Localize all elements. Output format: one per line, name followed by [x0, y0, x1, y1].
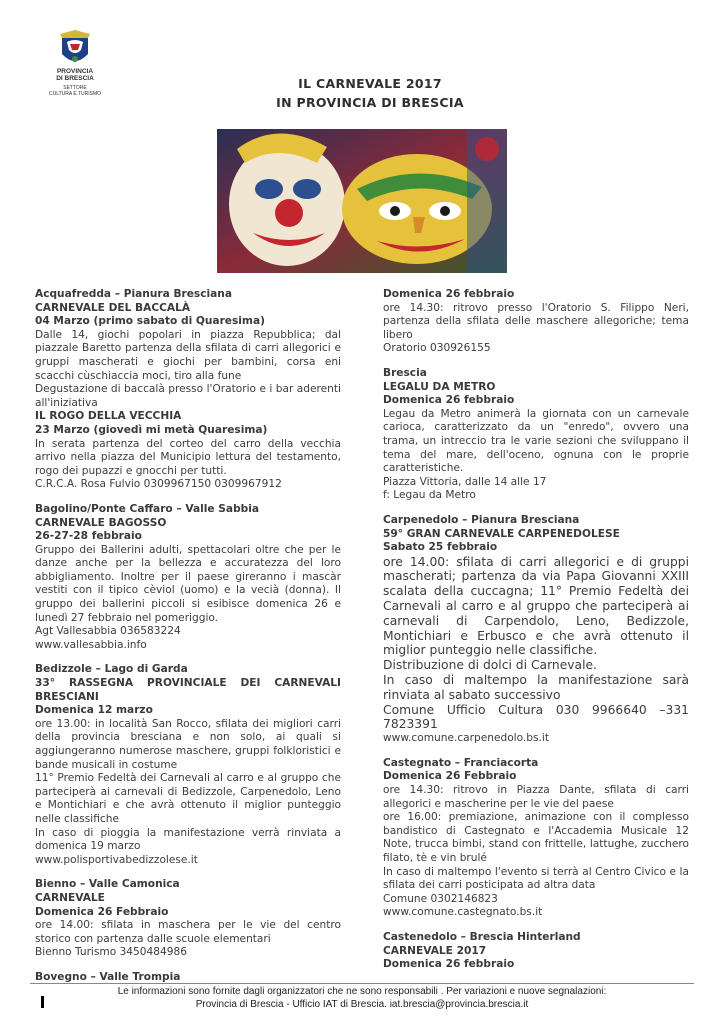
event-heading: LEGALU DA METRO	[383, 380, 496, 393]
page-title	[230, 74, 510, 112]
event-heading: Bagolino/Ponte Caffaro – Valle Sabbia	[35, 502, 260, 515]
event-text: In caso di maltempo l'evento si terrà al Centro Civico e la sfilata dei carri posticipata ad altra data	[383, 865, 689, 892]
event-heading: Domenica 26 febbraio	[383, 394, 515, 407]
event-heading: Acquafredda – Pianura Bresciana	[35, 288, 232, 300]
event-text: Comune Ufficio Cultura 030 9966640 –331 7823391	[383, 702, 689, 732]
event-heading: 33° RASSEGNA PROVINCIALE DEI CARNEVALI BRESCIANI	[35, 677, 341, 703]
event-heading: Domenica 26 febbraio	[383, 288, 515, 300]
event-heading: Domenica 26 Febbraio	[35, 905, 169, 918]
event-heading: CARNEVALE DEL BACCALÀ	[35, 301, 191, 314]
event-text: f: Legau da Metro	[383, 489, 476, 502]
event-heading: Carpenedolo – Pianura Bresciana	[383, 513, 580, 526]
event-block	[383, 367, 689, 503]
event-text: In caso di maltempo la manifestazione sarà rinviata al sabato successivo	[383, 673, 689, 702]
event-heading: CARNEVALE BAGOSSO	[35, 516, 167, 529]
event-text: Dalle 14, giochi popolari in piazza Repubblica; dal piazzale Baretto partenza della sfilata di carri allegorici e gruppi mascherati e giochi per bambini, corsa eni scacchi cùschiaccia moci, tiro alla fune	[35, 328, 341, 382]
event-text: Comune 0302146823	[383, 892, 498, 905]
event-heading: Brescia	[383, 366, 427, 379]
event-heading: IL ROGO DELLA VECCHIA	[35, 410, 182, 423]
event-block	[35, 503, 341, 653]
event-text: Legau da Metro animerà la giornata con un carnevale carioca, caratterizzato da un "enredo", ovvero una trama, un intreccio tra le varie sezioni che sviluppano il tema del mare, dell'oceno, ognuna con le proprie caratteristiche.	[383, 407, 689, 475]
event-heading: 04 Marzo (primo sabato di Quaresima)	[35, 315, 265, 328]
event-text: In caso di pioggia la manifestazione verrà rinviata a domenica 19 marzo	[35, 826, 341, 853]
event-block	[35, 878, 341, 960]
provincia-logo	[44, 28, 106, 97]
event-text: Agt Vallesabbia 036583224	[35, 625, 181, 638]
event-heading: 59° GRAN CARNEVALE CARPENEDOLESE	[383, 527, 620, 540]
event-text: www.comune.carpenedolo.bs.it	[383, 732, 549, 745]
event-text: In serata partenza del corteo del carro della vecchia arrivo nella piazza del Municipio lettura del testamento, rogo dei pupazzi e gnocchi per tutti.	[35, 437, 341, 477]
coat-of-arms-icon	[56, 28, 94, 68]
left-column	[35, 288, 341, 996]
title-line1: IL CARNEVALE 2017	[298, 76, 442, 91]
event-text: Piazza Vittoria, dalle 14 alle 17	[383, 475, 547, 488]
event-block	[383, 931, 689, 972]
event-heading: Domenica 12 marzo	[35, 704, 153, 717]
event-heading: Domenica 26 Febbraio	[383, 770, 517, 783]
logo-line2: DI BRESCIA	[56, 75, 94, 82]
event-block	[383, 514, 689, 746]
event-text: ore 14.30: ritrovo in Piazza Dante, sfilata di carri allegorici e mascherine per le vie del paese	[383, 784, 689, 810]
event-text: Oratorio 030926155	[383, 342, 491, 355]
event-text: C.R.C.A. Rosa Fulvio 0309967150 0309967912	[35, 478, 282, 491]
logo-line4: CULTURA E TURISMO	[48, 91, 102, 97]
event-heading: Sabato 25 febbraio	[383, 541, 498, 554]
event-block	[35, 288, 341, 492]
event-text: ore 14.00: sfilata in maschera per le vie del centro storico con partenza dalle scuole elementari	[35, 919, 341, 945]
event-heading: Bedizzole – Lago di Garda	[35, 663, 188, 676]
footer-line2: Provincia di Brescia - Ufficio IAT di Brescia. iat.brescia@provincia.brescia.it	[195, 999, 529, 1010]
event-heading: CARNEVALE 2017	[383, 944, 487, 957]
event-heading: Castenedolo – Brescia Hinterland	[383, 930, 581, 943]
event-heading: Castegnato – Franciacorta	[383, 756, 539, 769]
event-block	[383, 288, 689, 356]
event-text: www.comune.castegnato.bs.it	[383, 906, 543, 919]
event-text: Degustazione di baccalà presso l'Oratorio e i bar aderenti all'iniziativa	[35, 383, 341, 409]
event-text: 11° Premio Fedeltà dei Carnevali al carro e al gruppo che parteciperà ai carnevali di Bedizzole, Carpenedolo, Leno e Montichiari e che avrà ottenuto il miglior punteggio nelle classifiche	[35, 772, 341, 825]
event-heading: Domenica 26 febbraio	[383, 958, 515, 971]
event-heading: 23 Marzo (giovedì mi metà Quaresima)	[35, 423, 268, 436]
logo-line1: PROVINCIA	[56, 68, 94, 75]
logo-line3: SETTORE	[63, 85, 87, 91]
event-text: ore 14.30: ritrovo presso l'Oratorio S. Filippo Neri, partenza della sfilata delle maschere allegoriche; tema libero	[383, 301, 689, 341]
event-block	[35, 663, 341, 867]
footer-divider	[30, 983, 694, 984]
event-text: Distribuzione di dolci di Carnevale.	[383, 658, 597, 673]
event-text: Gruppo dei Ballerini adulti, spettacolari oltre che per le danze anche per la bellezza e accuratezza del loro abbigliamento. Inoltre per il paese gireranno i mascàr vestiti con il tipico cèviol (uomo) e la vecià (donna). Il gruppo dei ballerini piccoli si esibisce domenica 26 e lunedì 27 febbraio nel pomeriggio.	[35, 543, 341, 624]
event-heading: 26-27-28 febbraio	[35, 530, 142, 543]
title-line2: IN PROVINCIA DI BRESCIA	[276, 95, 464, 110]
event-heading: Bovegno – Valle Trompia	[35, 970, 181, 983]
event-block	[383, 757, 689, 920]
text-cursor	[41, 996, 44, 1008]
right-column	[383, 288, 689, 983]
event-text: ore 16.00: premiazione, animazione con il complesso bandistico di Castegnato e l'Accademia Musicale 12 Note, trucca bimbi, stand con frittelle, lattughe, zucchero filato, tè e vin brulé	[383, 811, 689, 864]
event-text: Bienno Turismo 3450484986	[35, 946, 187, 959]
event-heading: CARNEVALE	[35, 891, 105, 904]
event-text: www.polisportivabedizzolese.it	[35, 853, 198, 866]
footer-line1: Le informazioni sono fornite dagli organizzatori che ne sono responsabili . Per variazioni e nuove segnalazioni:	[117, 986, 607, 997]
event-text: ore 13.00: in località San Rocco, sfilata dei migliori carri della provincia bresciana e non solo, ai quali si aggiungeranno numerose maschere, gruppi folkloristici e bande musicali in costume	[35, 717, 341, 771]
footer	[0, 985, 724, 1011]
event-heading: Bienno – Valle Camonica	[35, 878, 180, 891]
event-text: ore 14.00: sfilata di carri allegorici e di gruppi mascherati; partenza da via Papa Giovanni XXIII scalata della cuccagna; 11° Premio Fedeltà dei Carnevali al carro e al gruppo che parteciperà ai carnevali di Carpendolo, Leno, Bedizzole, Montichiari e Erbusco e che avrà ottenuto il miglior punteggio nelle classifiche.	[383, 554, 689, 658]
event-text: www.vallesabbia.info	[35, 638, 147, 651]
carnival-masks-photo	[217, 129, 507, 273]
